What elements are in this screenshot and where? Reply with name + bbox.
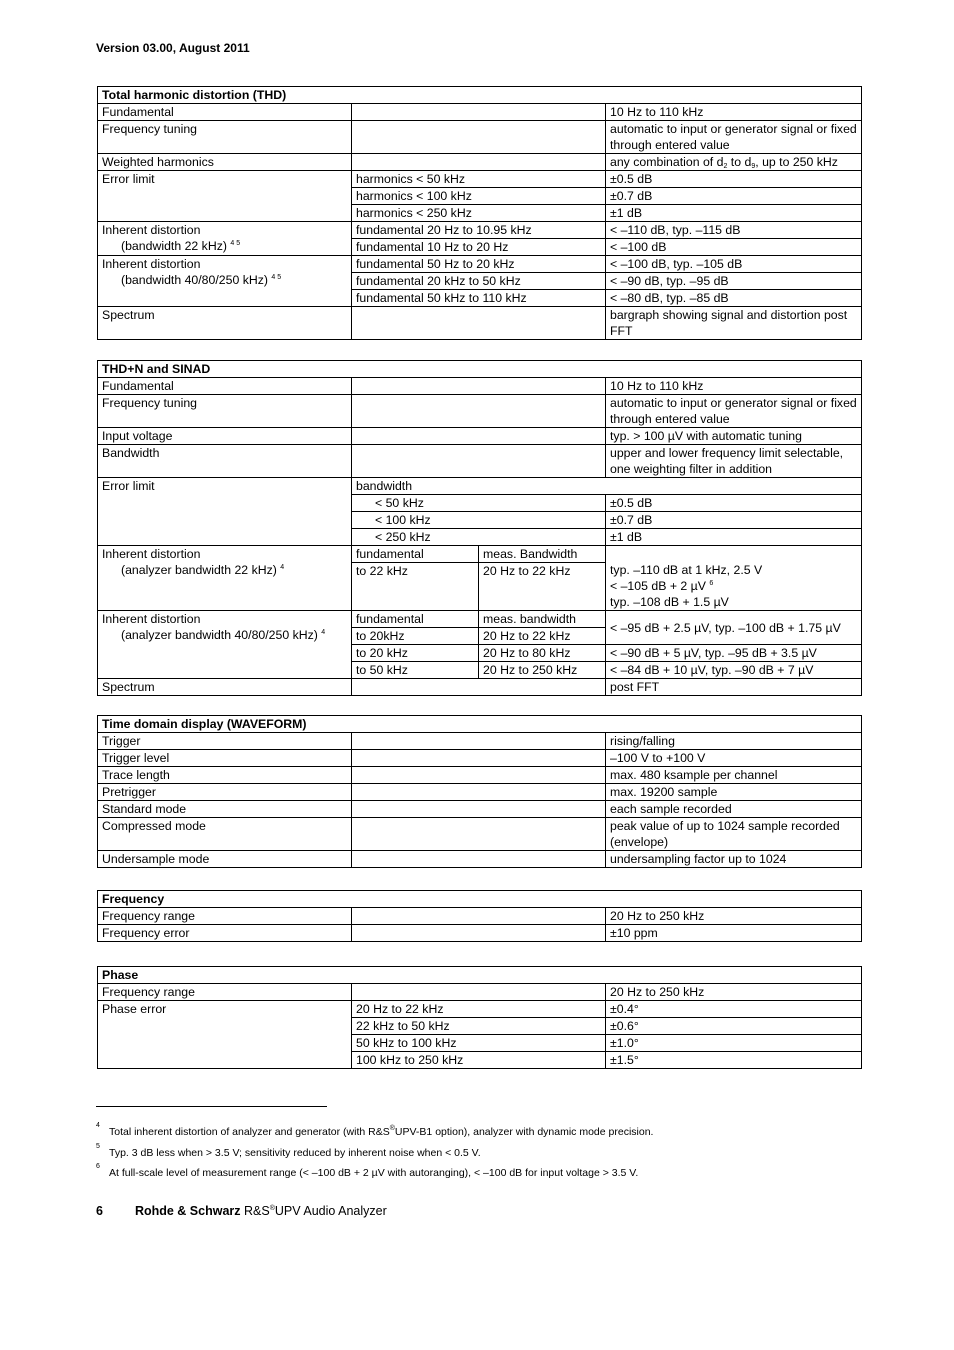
frequency-table — [97, 890, 862, 942]
table-row: to 20kHz 20 Hz to 22 kHz — [98, 628, 862, 645]
table-row: Trigger rising/falling — [98, 733, 862, 750]
table-row: 22 kHz to 50 kHz ±0.6° — [98, 1018, 862, 1035]
waveform-title: Time domain display (WAVEFORM) — [98, 716, 862, 733]
table-row: Inherent distortion (bandwidth 40/80/250 kHz) $^{4 5}$ fundamental 50 Hz to 20 kHz < –100 dB, typ. –105 dB — [98, 256, 862, 273]
table-row: Frequency tuning automatic to input or generator signal or fixed through entered value — [98, 395, 862, 428]
table-row: 50 kHz to 100 kHz ±1.0° — [98, 1035, 862, 1052]
waveform-table — [97, 715, 862, 868]
table-row: fundamental 50 kHz to 110 kHz < –80 dB, typ. –85 dB — [98, 290, 862, 307]
table-row: Weighted harmonics any combination of $d_2$ to $d_9$, up to 250 kHz — [98, 154, 862, 171]
table-row: Trigger level –100 V to +100 V — [98, 750, 862, 767]
table-row: to 50 kHz 20 Hz to 250 kHz < –84 dB + 10 µV, typ. –90 dB + 7 µV — [98, 662, 862, 679]
company-name: Rohde & Schwarz — [134, 1204, 241, 1218]
table-row: Fundamental 10 Hz to 110 kHz — [98, 104, 862, 121]
thdn-title: THD+N and SINAD — [98, 361, 862, 378]
table-row: Input voltage typ. > 100 µV with automatic tuning — [98, 428, 862, 445]
phase-title: Phase — [98, 967, 862, 984]
table-row: harmonics < 250 kHz ±1 dB — [98, 205, 862, 222]
table-row: fundamental 20 kHz to 50 kHz < –90 dB, typ. –95 dB — [98, 273, 862, 290]
table-row: Frequency error ±10 ppm — [98, 925, 862, 942]
page-number: 6 — [96, 1204, 103, 1218]
table-row: to 22 kHz 20 Hz to 22 kHz — [98, 563, 862, 611]
table-row: to 20 kHz 20 Hz to 80 kHz < –90 dB + 5 µV, typ. –95 dB + 3.5 µV — [98, 645, 862, 662]
table-row: Phase error 20 Hz to 22 kHz ±0.4° — [98, 1001, 862, 1018]
table-row: Inherent distortion (bandwidth 22 kHz) $^{4 5}$ fundamental 20 Hz to 10.95 kHz < –110 dB, typ. –115 dB — [98, 222, 862, 239]
table-row: < 250 kHz ±1 dB — [98, 529, 862, 546]
frequency-title: Frequency — [98, 891, 862, 908]
table-row: < 50 kHz ±0.5 dB — [98, 495, 862, 512]
table-row: Error limit harmonics < 50 kHz ±0.5 dB — [98, 171, 862, 188]
page-footer: 6 Rohde & Schwarz R&S®UPV Audio Analyzer — [96, 1204, 387, 1218]
table-row: Undersample mode undersampling factor up to 1024 — [98, 851, 862, 868]
table-row: Pretrigger max. 19200 sample — [98, 784, 862, 801]
table-row: Standard mode each sample recorded — [98, 801, 862, 818]
table-row: Frequency range 20 Hz to 250 kHz — [98, 984, 862, 1001]
phase-table — [97, 966, 862, 1069]
table-row: Frequency range 20 Hz to 250 kHz — [98, 908, 862, 925]
table-row: Frequency tuning automatic to input or generator signal or fixed through entered value — [98, 121, 862, 154]
version-header: Version 03.00, August 2011 — [96, 41, 250, 55]
table-row: Error limit bandwidth — [98, 478, 862, 495]
table-row: Inherent distortion (analyzer bandwidth 22 kHz) $^4$ fundamental meas. Bandwidth typ. –110 dB at 1 kHz, 2.5 V < –105 dB + 2 µV $^6$ typ. –108 dB + 1.5 µV — [98, 546, 862, 563]
table-row: 100 kHz to 250 kHz ±1.5° — [98, 1052, 862, 1069]
table-row: Trace length max. 480 ksample per channel — [98, 767, 862, 784]
table-row: harmonics < 100 kHz ±0.7 dB — [98, 188, 862, 205]
thd-table — [97, 86, 862, 340]
table-row: Inherent distortion (analyzer bandwidth 40/80/250 kHz) $^4$ fundamental meas. bandwidth < –95 dB + 2.5 µV, typ. –100 dB + 1.75 µV — [98, 611, 862, 628]
thdn-table — [97, 360, 862, 696]
table-row: Fundamental 10 Hz to 110 kHz — [98, 378, 862, 395]
table-row: < 100 kHz ±0.7 dB — [98, 512, 862, 529]
table-row: Spectrum post FFT — [98, 679, 862, 696]
table-row: Bandwidth upper and lower frequency limit selectable, one weighting filter in addition — [98, 445, 862, 478]
table-row: Spectrum bargraph showing signal and distortion post FFT — [98, 307, 862, 340]
table-row: fundamental 10 Hz to 20 Hz < –100 dB — [98, 239, 862, 256]
thd-title: Total harmonic distortion (THD) — [98, 87, 862, 104]
table-row: Compressed mode peak value of up to 1024 sample recorded (envelope) — [98, 818, 862, 851]
footnote-divider — [96, 1106, 327, 1107]
